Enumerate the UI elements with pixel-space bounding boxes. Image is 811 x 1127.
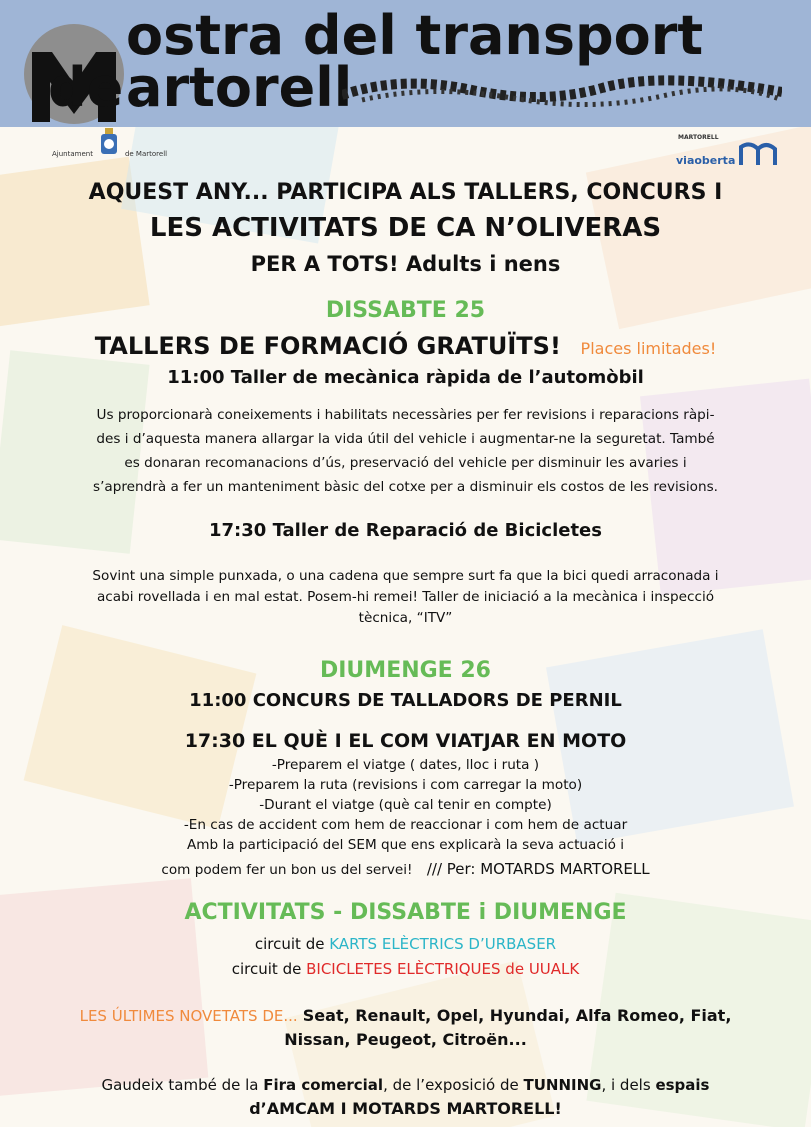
concurs-title: 11:00 CONCURS DE TALLADORS DE PERNIL bbox=[189, 690, 622, 711]
circuit-prefix-2: circuit de bbox=[231, 960, 302, 978]
title-de: de bbox=[48, 56, 124, 119]
circuit-prefix-1: circuit de bbox=[254, 935, 325, 953]
footer-espais: espais bbox=[655, 1076, 710, 1094]
tallers-title: TALLERS DE FORMACIÓ GRATUÏTS! bbox=[94, 332, 561, 360]
taller1-line-1: Us proporcionarà coneixements i habilitats necessàries per fer revisions i reparacions ràpi- bbox=[96, 407, 715, 423]
bikes-row bbox=[0, 960, 811, 978]
taller1-line-4: s’aprendrà a fer un manteniment bàsic del cotxe per a disminuir els costos de les revisions. bbox=[92, 479, 718, 495]
taller1-line-2: des i d’aquesta manera allargar la vida útil del vehicle i augmentar-ne la seguretat. També bbox=[96, 431, 715, 447]
taller1-line-3: es donaran recomanacions d’ús, preservació del vehicle per disminuir les avaries i bbox=[124, 455, 687, 471]
karts-label: KARTS ELÈCTRICS D’URBASER bbox=[329, 935, 557, 953]
moto-line-2: -Preparem la ruta (revisions i com carregar la moto) bbox=[228, 777, 583, 793]
footer-line-1 bbox=[0, 1076, 811, 1094]
footer-line-2: d’AMCAM I MOTARDS MARTORELL! bbox=[249, 1099, 562, 1118]
intro-line-1: AQUEST ANY... PARTICIPA ALS TALLERS, CONCURS I bbox=[88, 180, 723, 205]
footer-text-2: , de l’exposició de bbox=[383, 1076, 519, 1094]
tallers-title-row bbox=[0, 332, 811, 360]
moto-line-3: -Durant el viatge (què cal tenir en compte) bbox=[259, 797, 552, 813]
footer-tunning: TUNNING bbox=[523, 1076, 602, 1094]
moto-line-4: -En cas de accident com hem de reaccionar i com hem de actuar bbox=[183, 817, 628, 833]
taller1-title: 11:00 Taller de mecànica ràpida de l’automòbil bbox=[167, 367, 644, 388]
taller2-line-2: acabi rovellada i en mal estat. Posem-hi remei! Taller de iniciació a la mecànica i inspecció bbox=[96, 589, 715, 605]
taller2-title: 17:30 Taller de Reparació de Bicicletes bbox=[209, 520, 602, 541]
activities-heading: ACTIVITATS - DISSABTE i DIUMENGE bbox=[184, 900, 627, 925]
title-line-1: ostra del transport bbox=[126, 4, 704, 67]
taller2-line-3: tècnica, “ITV” bbox=[358, 610, 453, 626]
ajuntament-label: Ajuntament bbox=[52, 150, 93, 158]
moto-last-line: com podem fer un bon us del servei! bbox=[161, 862, 413, 878]
footer-text-1: Gaudeix també de la bbox=[101, 1076, 259, 1094]
novetats-row bbox=[0, 1006, 811, 1025]
ajuntament-town-label: de Martorell bbox=[124, 150, 168, 158]
intro-line-3: PER A TOTS! Adults i nens bbox=[250, 252, 561, 276]
intro-line-2: LES ACTIVITATS DE CA N’OLIVERAS bbox=[149, 213, 662, 243]
title-line-2: artorell bbox=[126, 56, 353, 119]
saturday-heading: DISSABTE 25 bbox=[325, 298, 486, 323]
novetats-brands-2: Nissan, Peugeot, Citroën... bbox=[284, 1030, 527, 1049]
footer-fira: Fira comercial bbox=[263, 1076, 384, 1094]
sunday-heading: DIUMENGE 26 bbox=[319, 658, 491, 683]
moto-last-row bbox=[0, 860, 811, 878]
moto-title: 17:30 EL QUÈ I EL COM VIATJAR EN MOTO bbox=[184, 730, 627, 752]
taller2-line-1: Sovint una simple punxada, o una cadena que sempre surt fa que la bici quedi arraconada i bbox=[92, 568, 719, 584]
viaoberta-town: MARTORELL bbox=[678, 134, 719, 141]
karts-row bbox=[0, 935, 811, 953]
moto-line-1: -Preparem el viatge ( dates, lloc i ruta ) bbox=[271, 757, 540, 773]
moto-by: /// Per: MOTARDS MARTORELL bbox=[426, 860, 650, 878]
places-limitades: Places limitades! bbox=[580, 339, 717, 358]
bikes-label: BICICLETES ELÈCTRIQUES de UUALK bbox=[306, 960, 580, 978]
moto-line-5: Amb la participació del SEM que ens explicarà la seva actuació i bbox=[186, 837, 625, 853]
novetats-brands-1: Seat, Renault, Opel, Hyundai, Alfa Romeo, Fiat, bbox=[302, 1006, 732, 1025]
novetats-lead: LES ÚLTIMES NOVETATS DE... bbox=[79, 1007, 298, 1025]
viaoberta-name: viaoberta bbox=[676, 154, 736, 167]
footer-text-3: , i dels bbox=[601, 1076, 651, 1094]
